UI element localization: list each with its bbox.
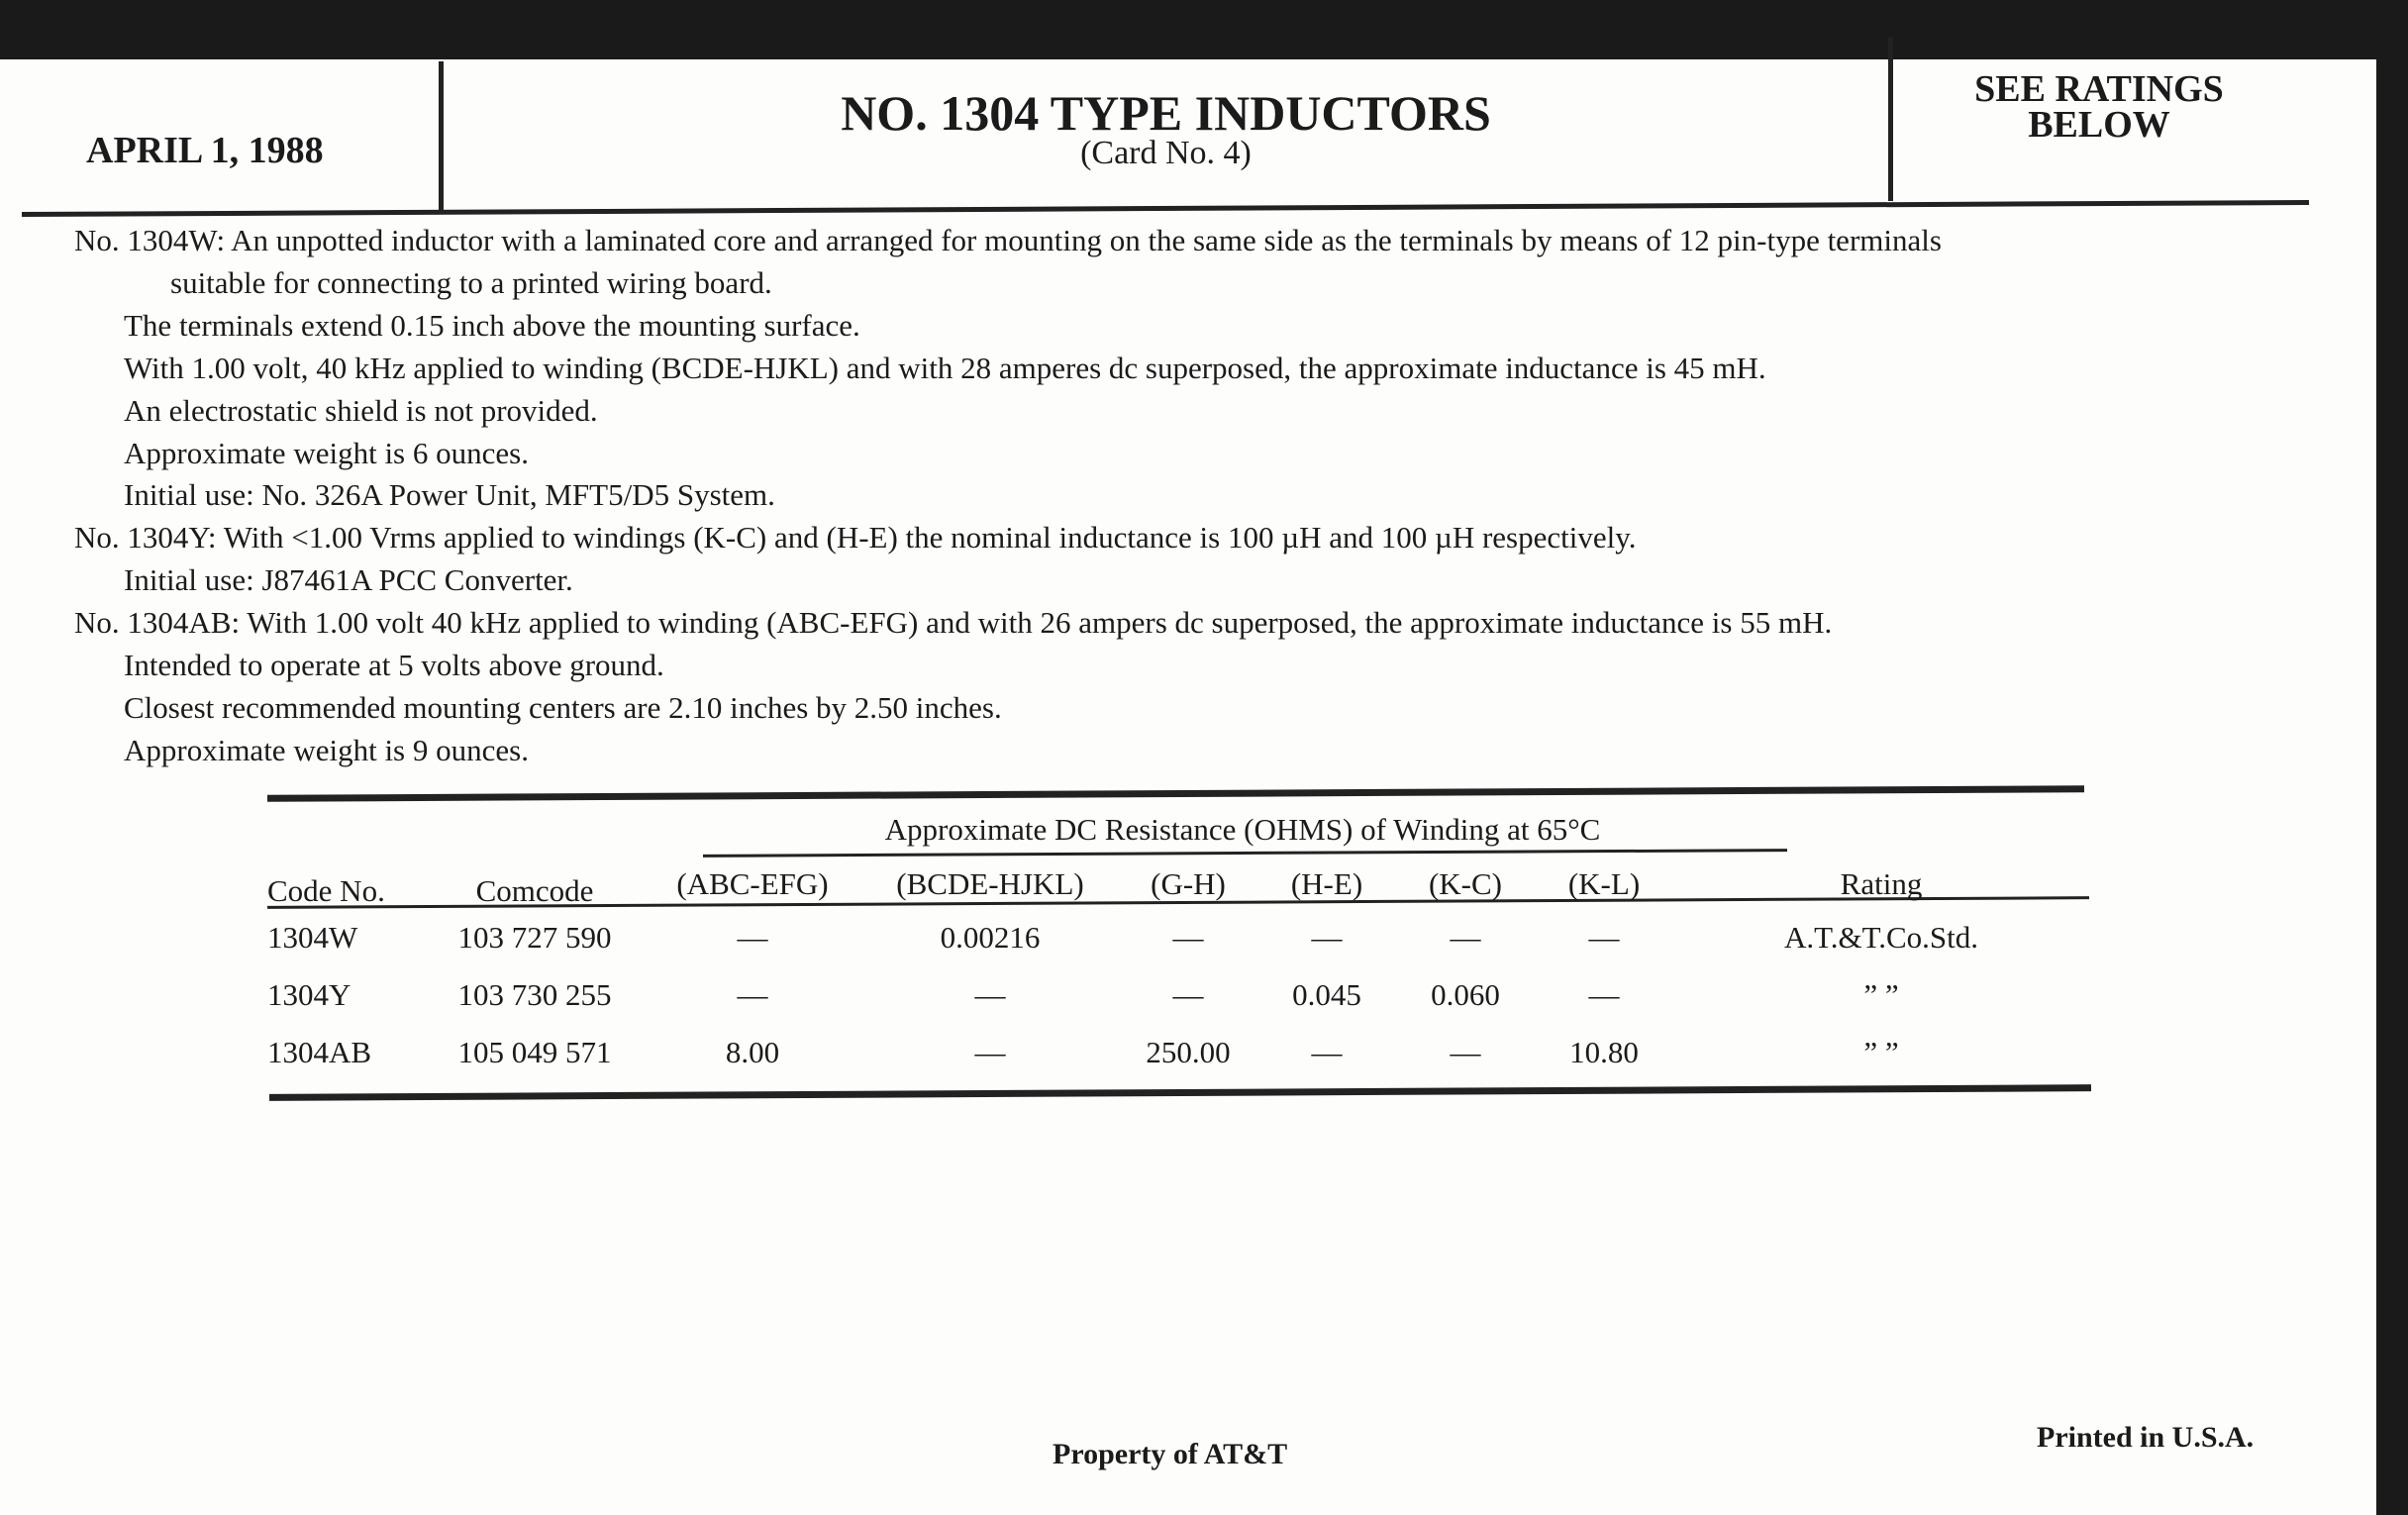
description-line: Intended to operate at 5 volts above ground. [124, 648, 664, 682]
table-row [267, 1024, 2089, 1081]
table-cell: 10.80 [1569, 1035, 1639, 1069]
table-cell: — [1172, 920, 1204, 955]
column-header: (ABC-EFG) [676, 866, 829, 901]
card-title: NO. 1304 TYPE INDUCTORS [841, 85, 1491, 141]
table-bottom-rule [269, 1084, 2091, 1101]
column-header: (G-H) [1151, 866, 1226, 901]
table-row [267, 966, 2089, 1024]
table-group-header: Approximate DC Resistance (OHMS) of Winding at 65°C [884, 812, 1601, 847]
ratings-line: SEE RATINGS [1974, 68, 2224, 110]
table-cell: 103 727 590 [457, 920, 612, 955]
property-note: Property of AT&T [1053, 1438, 1288, 1470]
description-line: No. 1304W: An unpotted inductor with a laminated core and arranged for mounting on the same side as the terminals by means of 12 pin-type terminals [74, 223, 1942, 257]
table-cell: 103 730 255 [457, 977, 612, 1012]
inductor-card [0, 59, 2376, 1515]
table-cell: 0.060 [1431, 977, 1500, 1012]
ratings-line: BELOW [2028, 104, 2170, 146]
description-line: No. 1304AB: With 1.00 volt 40 kHz applied to winding (ABC-EFG) and with 26 ampers dc superposed, the approximate inductance is 55 mH. [74, 605, 1833, 641]
column-header: (K-L) [1567, 866, 1641, 901]
table-cell: — [1172, 977, 1204, 1012]
description-line: Approximate weight is 9 ounces. [124, 732, 529, 767]
table-row [267, 909, 2089, 966]
table-top-rule [267, 785, 2084, 802]
description-line: suitable for connecting to a printed wiring board. [170, 264, 772, 300]
table-cell: — [974, 1035, 1006, 1069]
table-cell: — [737, 920, 768, 955]
table-cell: 105 049 571 [457, 1035, 612, 1069]
column-header: Rating [1840, 866, 1923, 901]
table-cell: — [1588, 920, 1620, 955]
table-cell: A.T.&T.Co.Std. [1783, 920, 1979, 955]
table-cell: — [737, 977, 768, 1012]
table-cell: — [1311, 920, 1343, 955]
table-cell: ” ” [1863, 977, 1899, 1012]
table-cell: 250.00 [1146, 1035, 1231, 1069]
column-header: (BCDE-HJKL) [896, 866, 1084, 901]
description-line: Initial use: J87461A PCC Converter. [124, 562, 573, 598]
printed-note: Printed in U.S.A. [2037, 1421, 2255, 1454]
table-cell: 0.00216 [940, 920, 1041, 955]
table-cell: 1304W [267, 920, 358, 955]
description-line: Closest recommended mounting centers are 2.10 inches by 2.50 inches. [124, 689, 1002, 725]
description-line: Initial use: No. 326A Power Unit, MFT5/D5 System. [124, 477, 775, 513]
table-cell: — [1588, 977, 1620, 1012]
column-header: (H-E) [1290, 866, 1363, 901]
header-rule [22, 200, 2309, 217]
description-line: With 1.00 volt, 40 kHz applied to winding (BCDE-HJKL) and with 28 amperes dc superposed, the approximate inductance is 45 mH. [124, 350, 1766, 385]
description-line: Approximate weight is 6 ounces. [124, 435, 529, 470]
description-line: An electrostatic shield is not provided. [124, 392, 598, 428]
column-header: (K-C) [1428, 866, 1503, 901]
card-date: APRIL 1, 1988 [86, 130, 324, 171]
header-divider [1888, 38, 1893, 201]
column-header: Code No. [267, 873, 385, 908]
table-cell: 1304Y [267, 977, 351, 1012]
table-cell: 0.045 [1292, 977, 1361, 1012]
table-cell: — [1311, 1035, 1343, 1069]
resistance-table [267, 859, 2089, 1081]
table-cell: 8.00 [725, 1035, 780, 1069]
table-cell: — [974, 977, 1006, 1012]
description-line: The terminals extend 0.15 inch above the mounting surface. [124, 307, 860, 343]
table-cell: 1304AB [267, 1035, 372, 1069]
table-cell: — [1450, 1035, 1481, 1069]
group-underline [703, 849, 1787, 858]
table-cell: — [1450, 920, 1481, 955]
table-cell: ” ” [1863, 1035, 1899, 1069]
description-line: No. 1304Y: With <1.00 Vrms applied to windings (K-C) and (H-E) the nominal inductance is 100 µH and 100 µH respectively. [74, 520, 1637, 556]
ratings-note [1896, 68, 2302, 146]
card-subtitle: (Card No. 4) [1080, 135, 1252, 171]
column-header: Comcode [475, 873, 594, 908]
